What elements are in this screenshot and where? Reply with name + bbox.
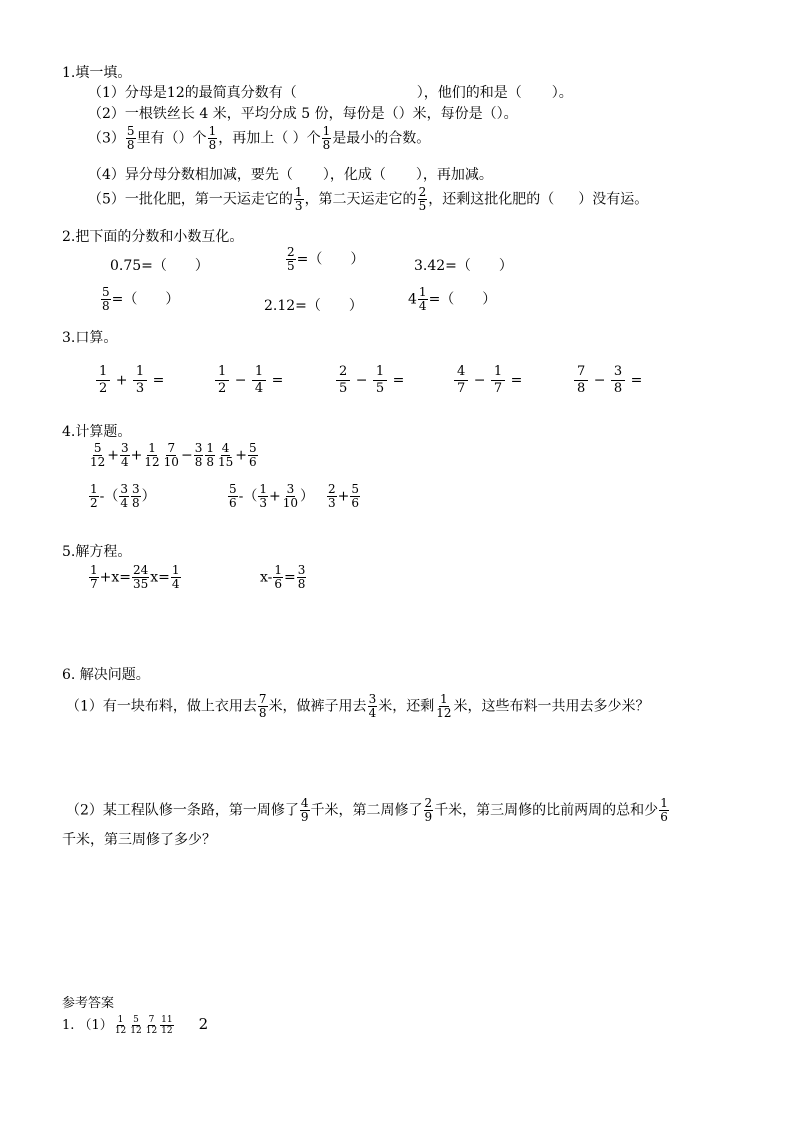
text-segment: 里有（）个: [136, 130, 207, 147]
text-segment: ，再加上（ ）个: [218, 130, 321, 147]
text-segment: −: [473, 372, 486, 389]
fraction: [215, 364, 229, 397]
fraction: [217, 442, 234, 469]
denominator: 6: [274, 577, 283, 591]
numerator: 7: [148, 1015, 155, 1025]
fraction: [286, 246, 296, 273]
fraction: [160, 1015, 173, 1036]
fraction: [252, 364, 266, 397]
answers-title: 参考答案: [62, 996, 115, 1011]
numerator: 1: [491, 364, 505, 381]
denominator: 8: [194, 455, 203, 469]
q4-row-2-expr-1: [88, 483, 156, 510]
q2-item-4: [100, 286, 179, 313]
answers-line-1: [62, 1015, 208, 1036]
fraction: [297, 564, 307, 591]
text-segment: 米，这些布料一共用去多少米？: [453, 698, 650, 715]
text-segment: =: [630, 372, 643, 389]
fraction: [89, 483, 99, 510]
text-segment: 米，做裤子用去: [268, 698, 367, 715]
denominator: 6: [248, 455, 257, 469]
text-segment: 4: [199, 106, 209, 122]
denominator: 3: [135, 381, 145, 396]
numerator: 5: [133, 1015, 139, 1025]
fraction: [114, 1015, 127, 1036]
text-segment: +: [269, 488, 281, 505]
text-segment: x-: [260, 569, 273, 586]
numerator: 1: [133, 364, 147, 381]
numerator: 2: [424, 796, 433, 810]
denominator: 8: [132, 496, 140, 510]
numerator: 1: [171, 563, 180, 577]
text-segment: 5: [301, 106, 311, 122]
q5-title: 5.解方程。: [62, 544, 132, 560]
denominator: 8: [322, 138, 331, 152]
q3-item-4: [453, 364, 522, 397]
text-segment: （2）一根铁丝长: [88, 106, 195, 122]
denominator: 2: [218, 381, 227, 396]
text-segment: ），他们的和是（: [416, 85, 522, 101]
q3-item-1: [95, 364, 164, 397]
text-segment: =: [284, 569, 296, 586]
text-segment: ，还剩这批化肥的（: [428, 191, 555, 208]
numerator: 1: [215, 364, 229, 381]
denominator: 4: [254, 381, 264, 396]
numerator: 1: [90, 563, 98, 577]
numerator: 11: [161, 1015, 173, 1025]
denominator: 35: [133, 577, 149, 591]
q6-title: 6. 解决问题。: [62, 667, 150, 683]
fraction: [368, 693, 378, 720]
text-segment: 2: [198, 1015, 209, 1033]
fraction: [96, 364, 110, 397]
numerator: 3: [132, 482, 140, 496]
q5-equation-2: [260, 564, 307, 591]
q2-item-3: 3.42=（ ）: [414, 258, 513, 274]
text-segment: −: [593, 372, 606, 389]
fraction: [611, 364, 625, 397]
text-segment: +: [107, 447, 120, 464]
fraction: [89, 442, 106, 469]
fraction: [258, 483, 268, 510]
numerator: 3: [286, 482, 295, 496]
q2-item-5: 2.12=（ ）: [264, 298, 363, 314]
fraction: [418, 186, 428, 213]
numerator: 4: [300, 796, 309, 810]
numerator: 5: [229, 482, 237, 496]
fraction: [454, 364, 468, 397]
q1-item-2: [88, 105, 518, 123]
denominator: 10: [163, 455, 179, 469]
fraction: [228, 483, 238, 510]
text-segment: −: [234, 372, 247, 389]
denominator: 12: [436, 706, 452, 720]
text-segment: （4）异分母分数相加减，要先（: [88, 167, 293, 183]
numerator: 1: [252, 364, 266, 381]
denominator: 4: [120, 496, 129, 510]
fraction: [273, 564, 283, 591]
text-segment: （1）分母是: [88, 85, 167, 101]
text-segment: =（ ）: [111, 291, 180, 308]
text-segment: ）没有运。: [578, 191, 649, 208]
text-segment: 是最小的合数。: [332, 130, 431, 147]
q1-item-1: [88, 84, 573, 102]
q3-item-5: [573, 364, 642, 397]
q4-row-2-expr-3: [326, 483, 361, 510]
q6-problem-2-line-1: [66, 797, 670, 824]
text-segment: 千米，第三周修的比前两周的总和少: [434, 802, 659, 819]
denominator: 4: [368, 706, 377, 720]
q2-item-2: [285, 246, 364, 273]
q2-item-1: 0.75=（ ）: [110, 258, 209, 274]
numerator: 1: [117, 1015, 124, 1025]
numerator: 1: [660, 796, 668, 810]
numerator: 7: [258, 692, 267, 706]
denominator: 7: [493, 381, 503, 396]
q1-item-5: [88, 186, 648, 213]
text-segment: 4: [408, 291, 417, 308]
q6-problem-1: [66, 693, 649, 720]
fraction: [131, 483, 141, 510]
denominator: 3: [328, 496, 336, 510]
fraction: [163, 442, 180, 469]
fraction: [208, 125, 218, 152]
numerator: 7: [574, 364, 588, 381]
q2-title: 2.把下面的分数和小数互化。: [62, 229, 244, 245]
denominator: 8: [297, 577, 306, 591]
denominator: 10: [282, 496, 299, 510]
text-segment: x=: [150, 569, 170, 586]
fraction: [336, 364, 350, 397]
denominator: 7: [457, 381, 466, 396]
numerator: 1: [373, 364, 387, 381]
text-segment: −: [355, 372, 368, 389]
fraction: [300, 797, 310, 824]
q3-title: 3.口算。: [62, 330, 118, 346]
text-segment: 12: [166, 85, 185, 101]
q6-problem-2-line-2: 千米，第三周修了多少？: [62, 832, 216, 848]
text-segment: ），再加减。: [415, 167, 493, 183]
numerator: 3: [611, 364, 625, 381]
fraction: [258, 693, 268, 720]
fraction: [248, 442, 258, 469]
q5-equation-1: [88, 564, 182, 591]
text-segment: ），化成（: [322, 167, 386, 183]
text-segment: -（: [99, 488, 119, 505]
numerator: 5: [248, 441, 257, 455]
numerator: 1: [294, 185, 303, 199]
text-segment: +: [130, 447, 143, 464]
fraction: [171, 564, 181, 591]
fraction: [350, 483, 360, 510]
q3-item-3: [335, 364, 404, 397]
numerator: 1: [322, 124, 331, 138]
denominator: 6: [229, 496, 237, 510]
denominator: 6: [351, 496, 360, 510]
denominator: 8: [613, 381, 623, 396]
q4-row-2-expr-2: [227, 483, 314, 510]
text-segment: =（ ）: [296, 251, 365, 268]
fraction: [132, 564, 149, 591]
fraction: [418, 286, 428, 313]
denominator: 8: [577, 381, 586, 396]
text-segment: ）: [300, 488, 315, 505]
text-segment: 千米，第二周修了: [310, 802, 423, 819]
text-segment: +: [235, 447, 247, 464]
denominator: 12: [90, 455, 106, 469]
denominator: 5: [287, 259, 295, 273]
text-segment: =（ ）: [428, 291, 497, 308]
numerator: 1: [208, 124, 217, 138]
denominator: 8: [258, 706, 267, 720]
fraction: [491, 364, 505, 397]
text-segment: （3）: [88, 130, 125, 147]
denominator: 7: [90, 577, 98, 591]
text-segment: ）。: [551, 85, 573, 101]
fraction: [89, 564, 99, 591]
numerator: 1: [90, 482, 98, 496]
denominator: 15: [217, 455, 234, 469]
text-segment: （5）一批化肥，第一天运走它的: [88, 191, 293, 208]
fraction: [194, 442, 204, 469]
fraction: [120, 442, 130, 469]
denominator: 12: [144, 455, 160, 469]
q1-item-4: [88, 166, 493, 184]
fraction: [659, 797, 669, 824]
text-segment: =: [152, 372, 165, 389]
text-segment: +: [337, 488, 350, 505]
numerator: 3: [121, 441, 129, 455]
numerator: 5: [93, 441, 102, 455]
numerator: 1: [440, 692, 448, 706]
numerator: 5: [126, 124, 135, 138]
denominator: 12: [145, 1026, 158, 1036]
denominator: 6: [660, 810, 668, 824]
q1-item-3: [88, 125, 430, 152]
numerator: 4: [454, 364, 468, 381]
text-segment: =: [392, 372, 405, 389]
fraction: [574, 364, 588, 397]
numerator: 3: [120, 482, 129, 496]
denominator: 8: [208, 138, 217, 152]
text-segment: ，第二天运走它的: [304, 191, 417, 208]
text-segment: 米，平均分成: [212, 106, 297, 122]
q1-title: 1.填一填。: [62, 65, 132, 81]
denominator: 12: [161, 1026, 173, 1036]
fraction: [101, 286, 111, 313]
denominator: 4: [121, 455, 129, 469]
numerator: 1: [96, 364, 110, 381]
denominator: 8: [102, 299, 110, 313]
fraction: [373, 364, 387, 397]
denominator: 9: [300, 810, 309, 824]
numerator: 3: [194, 441, 203, 455]
numerator: 3: [297, 563, 306, 577]
denominator: 5: [418, 199, 427, 213]
fraction: [129, 1015, 142, 1036]
numerator: 5: [102, 285, 110, 299]
denominator: 12: [130, 1026, 142, 1036]
denominator: 5: [375, 381, 385, 396]
q4-row-1: [88, 442, 259, 469]
denominator: 4: [171, 577, 180, 591]
fraction: [424, 797, 434, 824]
text-segment: 的最简真分数有（: [184, 85, 297, 101]
numerator: 1: [418, 285, 427, 299]
fraction: [119, 483, 129, 510]
numerator: 2: [418, 185, 427, 199]
numerator: 1: [148, 441, 156, 455]
denominator: 8: [206, 455, 214, 469]
text-segment: -（: [238, 488, 258, 505]
text-segment: （2）某工程队修一条路，第一周修了: [66, 802, 299, 819]
numerator: 1: [206, 441, 214, 455]
numerator: 2: [328, 482, 336, 496]
fraction: [282, 483, 299, 510]
text-segment: ）: [141, 488, 156, 505]
text-segment: 份，每份是（）米，每份是（）。: [314, 106, 518, 122]
text-segment: =: [271, 372, 284, 389]
text-segment: 米，还剩: [378, 698, 435, 715]
q3-item-2: [214, 364, 283, 397]
denominator: 3: [294, 199, 303, 213]
text-segment: +: [115, 372, 128, 389]
text-segment: 1. （1）: [62, 1018, 113, 1033]
numerator: 7: [167, 441, 176, 455]
denominator: 2: [90, 496, 98, 510]
text-segment: =: [510, 372, 523, 389]
numerator: 2: [336, 364, 350, 381]
denominator: 4: [418, 299, 427, 313]
text-segment: +x=: [99, 569, 131, 586]
fraction: [327, 483, 337, 510]
fraction: [294, 186, 304, 213]
fraction: [435, 693, 452, 720]
numerator: 1: [274, 563, 283, 577]
numerator: 1: [259, 482, 268, 496]
text-segment: −: [180, 447, 193, 464]
denominator: 8: [126, 138, 135, 152]
fraction: [133, 364, 147, 397]
fraction: [143, 442, 160, 469]
denominator: 3: [259, 496, 268, 510]
numerator: 2: [287, 245, 295, 259]
fraction: [322, 125, 332, 152]
denominator: 12: [114, 1026, 127, 1036]
fraction: [145, 1015, 158, 1036]
fraction: [205, 442, 215, 469]
text-segment: （1）有一块布料，做上衣用去: [66, 698, 257, 715]
q4-title: 4.计算题。: [62, 424, 132, 440]
fraction: [126, 125, 136, 152]
numerator: 5: [351, 482, 360, 496]
denominator: 2: [99, 381, 108, 396]
denominator: 5: [339, 381, 348, 396]
numerator: 3: [368, 692, 377, 706]
numerator: 4: [221, 441, 230, 455]
numerator: 24: [133, 563, 149, 577]
q2-item-6: [408, 286, 496, 313]
denominator: 9: [424, 810, 433, 824]
